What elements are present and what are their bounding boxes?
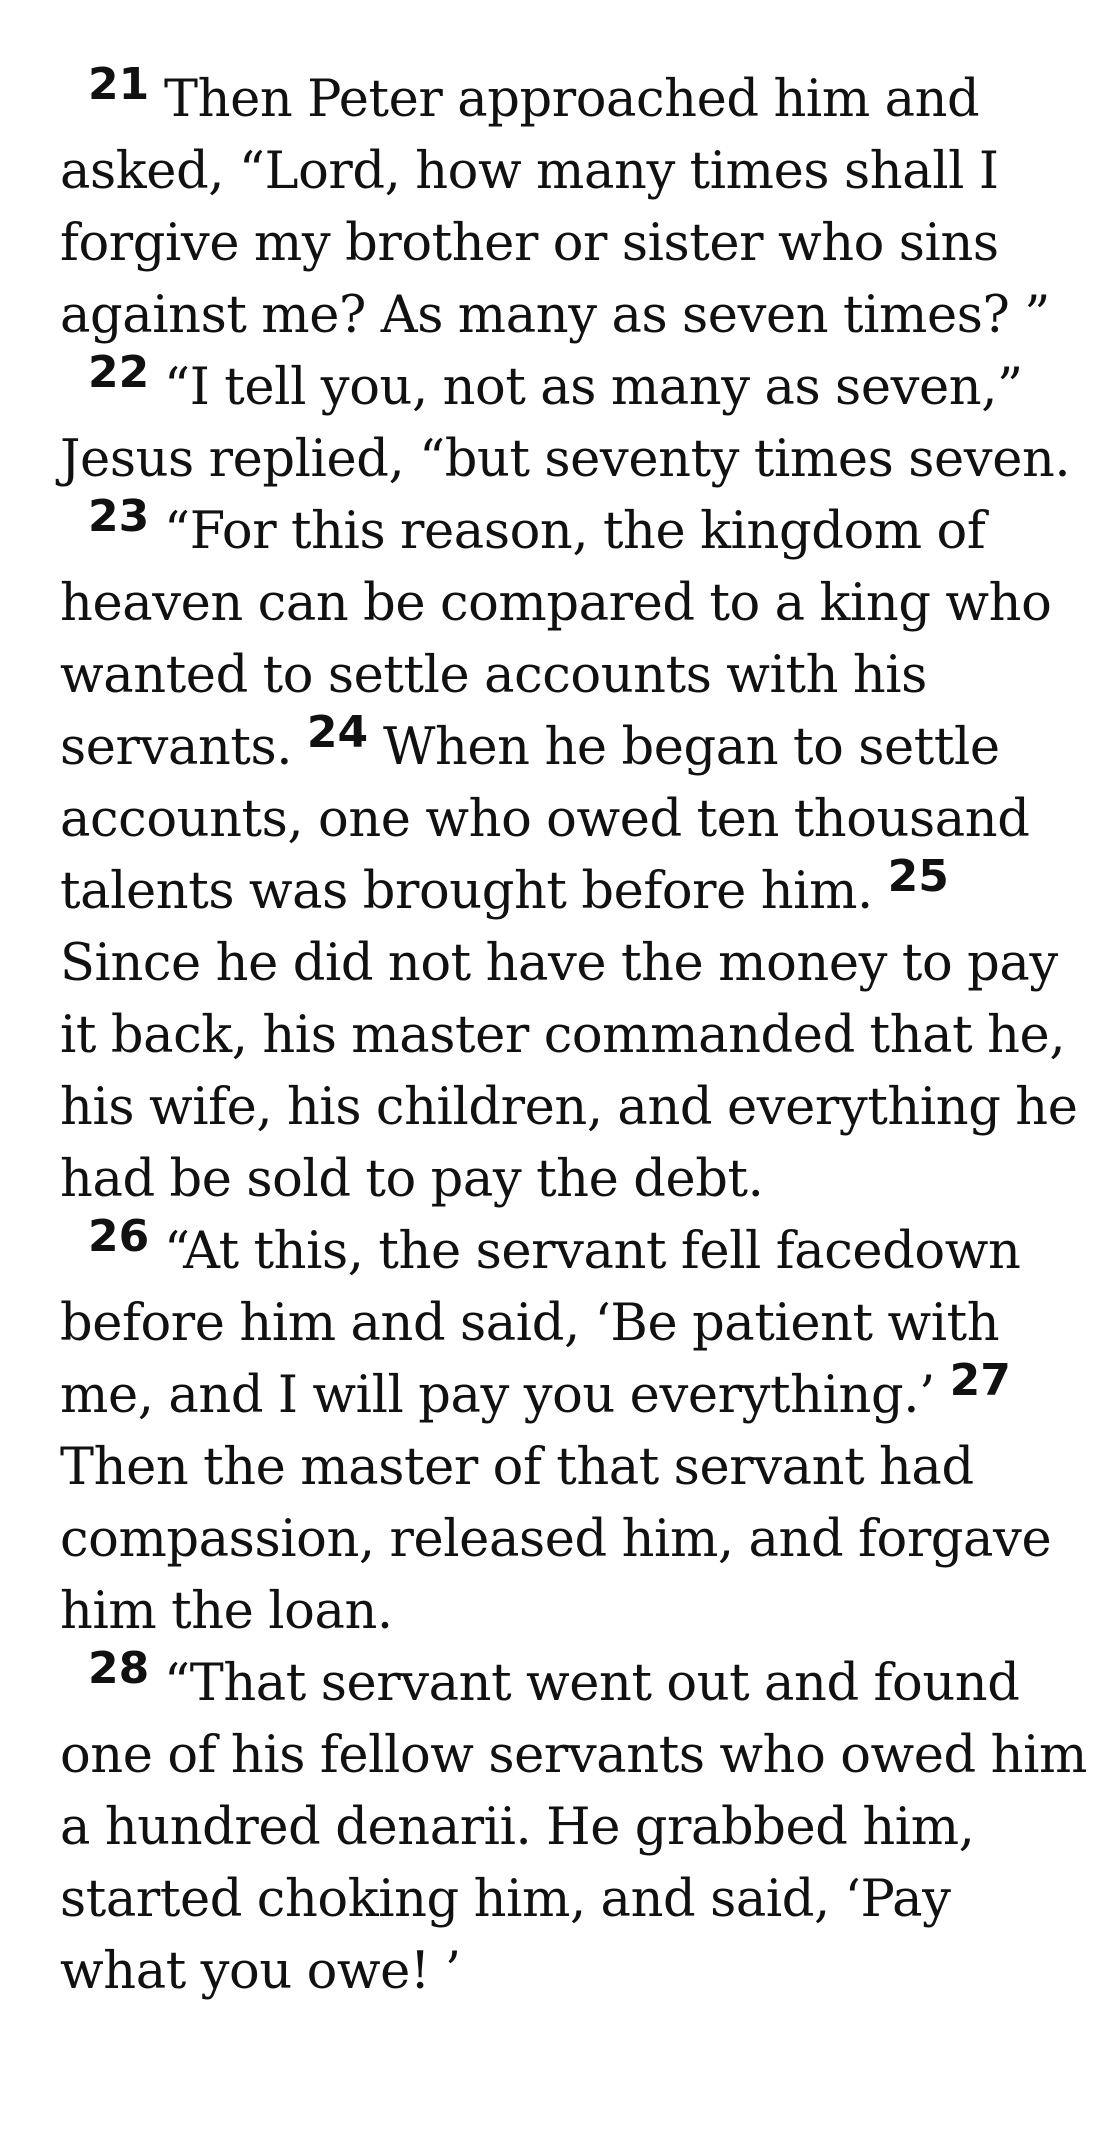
paragraph <box>60 491 1089 1216</box>
paragraph <box>60 1643 1089 2008</box>
verse-text: Then the master of that servant had compassion, released him, and forgave him the loan. <box>60 1438 1052 1641</box>
verse-text: “At this, the servant fell facedown before him and said, ‘Be patient with me, and I will pay you everything.’ <box>60 1222 1021 1425</box>
verse-number[interactable]: 27 <box>949 1355 1011 1406</box>
verse-text: “I tell you, not as many as seven,” Jesus replied, “but seventy times seven. <box>60 358 1071 489</box>
verse-text: “That servant went out and found one of his fellow servants who owed him a hundred denarii. He grabbed him, started choking him, and said, ‘Pay what you owe! ’ <box>60 1654 1087 2001</box>
verse-text: Since he did not have the money to pay it back, his master commanded that he, his wife, his children, and everything he had be sold to pay the debt. <box>60 934 1078 1209</box>
verse-text: “For this reason, the kingdom of heaven can be compared to a king who wanted to settle accounts with his servants. <box>60 502 1052 777</box>
verse-number[interactable]: 26 <box>88 1211 150 1262</box>
paragraph <box>60 347 1089 496</box>
verse-number[interactable]: 22 <box>88 347 150 398</box>
verse-number[interactable]: 28 <box>88 1643 150 1694</box>
paragraph <box>60 59 1089 352</box>
paragraph <box>60 1211 1089 1648</box>
verse-number[interactable]: 25 <box>887 851 949 902</box>
verse-text: When he began to settle accounts, one who owed ten thousand talents was brought before him. <box>60 718 1030 921</box>
verse-number[interactable]: 21 <box>88 59 150 110</box>
verse-number[interactable]: 24 <box>306 707 369 758</box>
verse-number[interactable]: 23 <box>88 491 150 542</box>
verse-text: Then Peter approached him and asked, “Lord, how many times shall I forgive my brother or sister who sins against me? As many as seven times? ” <box>60 70 1050 345</box>
